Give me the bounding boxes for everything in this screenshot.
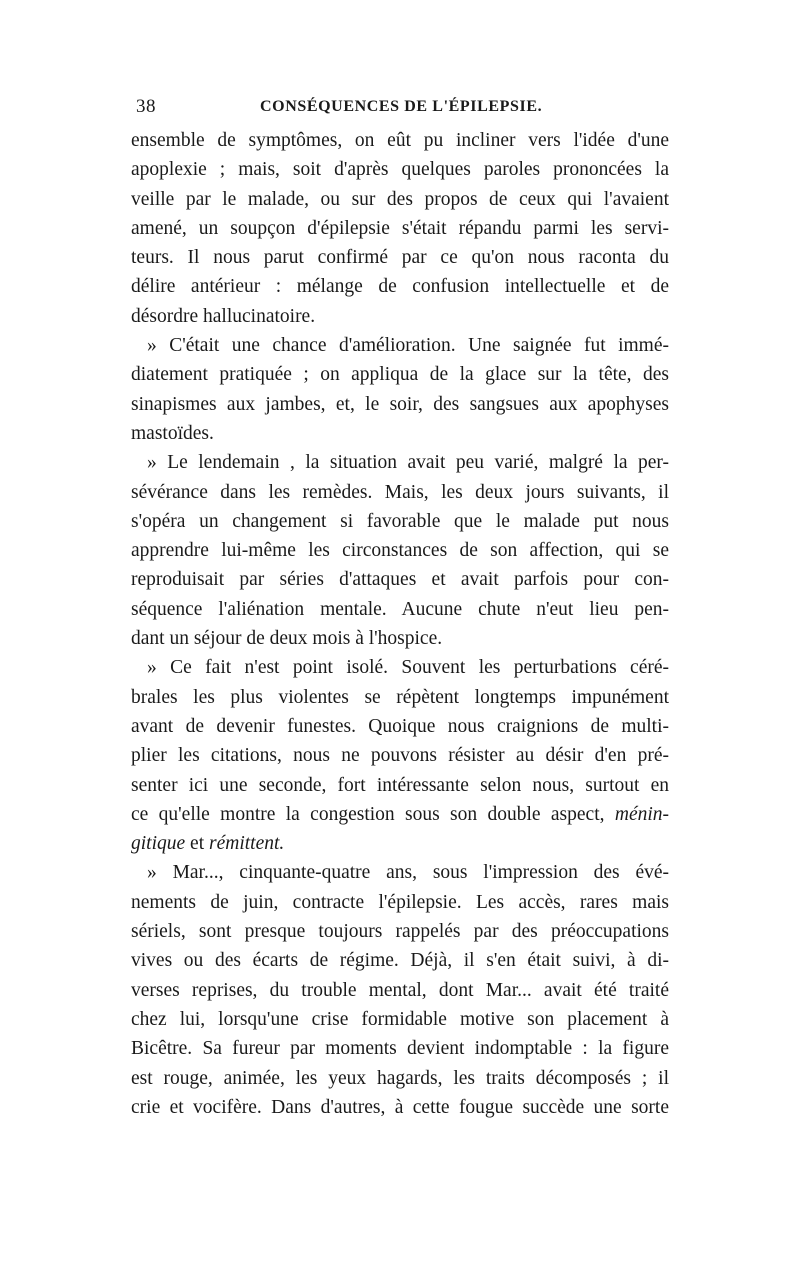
text-line: apoplexie ; mais, soit d'après quelques paroles prononcées la [131, 159, 669, 181]
text-line: avant de devenir funestes. Quoique nous craignions de multi- [131, 715, 669, 737]
text-line: veille par le malade, ou sur des propos de ceux qui l'avaient [131, 188, 669, 210]
text-line: teurs. Il nous parut confirmé par ce qu'on nous raconta du [131, 247, 669, 269]
text-line: » Ce fait n'est point isolé. Souvent les perturbations céré- [147, 657, 669, 679]
text-line: brales les plus violentes se répètent longtemps impunément [131, 686, 669, 708]
text-line [131, 800, 669, 829]
text-line: chez lui, lorsqu'une crise formidable motive son placement à [131, 1008, 669, 1030]
text-line: plier les citations, nous ne pouvons résister au désir d'en pré- [131, 745, 669, 767]
body-text [131, 126, 669, 1122]
text-line: reproduisait par séries d'attaques et avait parfois pour con- [131, 569, 669, 591]
text-line: apprendre lui-même les circonstances de son affection, qui se [131, 540, 669, 562]
text-line: senter ici une seconde, fort intéressante selon nous, surtout en [131, 774, 669, 796]
text-line: nements de juin, contracte l'épilepsie. Les accès, rares mais [131, 891, 669, 913]
text-line [131, 829, 669, 858]
text-line: verses reprises, du trouble mental, dont Mar... avait été traité [131, 979, 669, 1001]
text-line: s'opéra un changement si favorable que le malade put nous [131, 510, 669, 532]
text-line: » Mar..., cinquante-quatre ans, sous l'impression des évé- [147, 862, 669, 884]
text-line: est rouge, animée, les yeux hagards, les traits décomposés ; il [131, 1067, 669, 1089]
text-line: désordre hallucinatoire. [131, 305, 316, 327]
running-title: CONSÉQUENCES DE L'ÉPILEPSIE. [260, 98, 543, 115]
text-line: sériels, sont presque toujours rappelés par des préoccupations [131, 921, 669, 943]
text-line: Bicêtre. Sa fureur par moments devient indomptable : la figure [131, 1038, 669, 1060]
text-line: sévérance dans les remèdes. Mais, les deux jours suivants, il [131, 481, 669, 503]
text-line: vives ou des écarts de régime. Déjà, il s'en était suivi, à di- [131, 950, 669, 972]
text-line: sinapismes aux jambes, et, le soir, des sangsues aux apophyses [131, 393, 669, 415]
text-line: crie et vocifère. Dans d'autres, à cette fougue succède une sorte [131, 1096, 669, 1118]
text-segment: et [190, 833, 205, 855]
text-line: délire antérieur : mélange de confusion intellectuelle et de [131, 276, 669, 298]
italic-term: gitique [131, 833, 186, 855]
text-line: diatement pratiquée ; on appliqua de la glace sur la tête, des [131, 364, 669, 386]
page-number: 38 [136, 96, 156, 117]
page-header [136, 96, 666, 126]
text-line: dant un séjour de deux mois à l'hospice. [131, 628, 443, 650]
italic-term: rémittent. [209, 833, 285, 855]
italic-term: ménin- [614, 803, 670, 825]
text-line: » Le lendemain , la situation avait peu varié, malgré la per- [147, 452, 669, 474]
text-line: ensemble de symptômes, on eût pu incliner vers l'idée d'une [131, 130, 669, 151]
text-line: mastoïdes. [131, 422, 214, 444]
text-line: » C'était une chance d'amélioration. Une saignée fut immé- [147, 335, 669, 357]
text-segment: ce qu'elle montre la congestion sous son double aspect, [131, 803, 605, 825]
text-line: amené, un soupçon d'épilepsie s'était répandu parmi les servi- [131, 217, 669, 239]
text-line: séquence l'aliénation mentale. Aucune chute n'eut lieu pen- [131, 598, 669, 620]
